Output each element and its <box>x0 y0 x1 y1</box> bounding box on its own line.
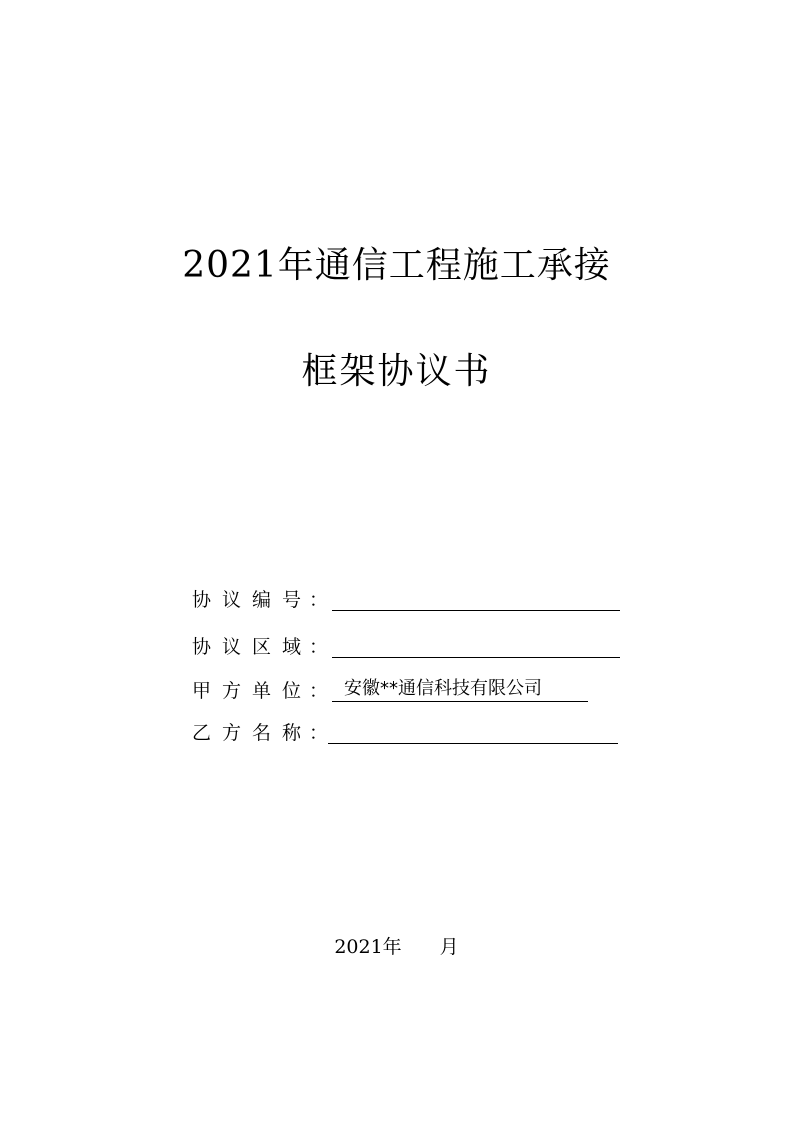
document-title-line1: 2021年通信工程施工承接 <box>182 245 611 286</box>
party-b-value <box>328 719 618 744</box>
agreement-number-value <box>332 586 620 611</box>
date-year: 2021年 <box>334 936 402 958</box>
party-a-value: 安徽**通信科技有限公司 <box>332 677 588 702</box>
party-a-label: 甲方单位 <box>192 680 313 702</box>
party-a-colon: ： <box>309 680 329 702</box>
document-title-line2: 框架协议书 <box>301 351 492 392</box>
agreement-number-colon: ： <box>309 589 329 611</box>
agreement-region-value <box>332 633 620 658</box>
party-b-label: 乙方名称 <box>192 722 313 744</box>
party-b-colon: ： <box>309 722 329 744</box>
document-date <box>0 934 793 960</box>
agreement-region-label: 协议区域 <box>192 636 313 658</box>
date-month: 月 <box>439 936 459 958</box>
agreement-region-colon: ： <box>309 636 329 658</box>
agreement-number-label: 协议编号 <box>192 589 313 611</box>
